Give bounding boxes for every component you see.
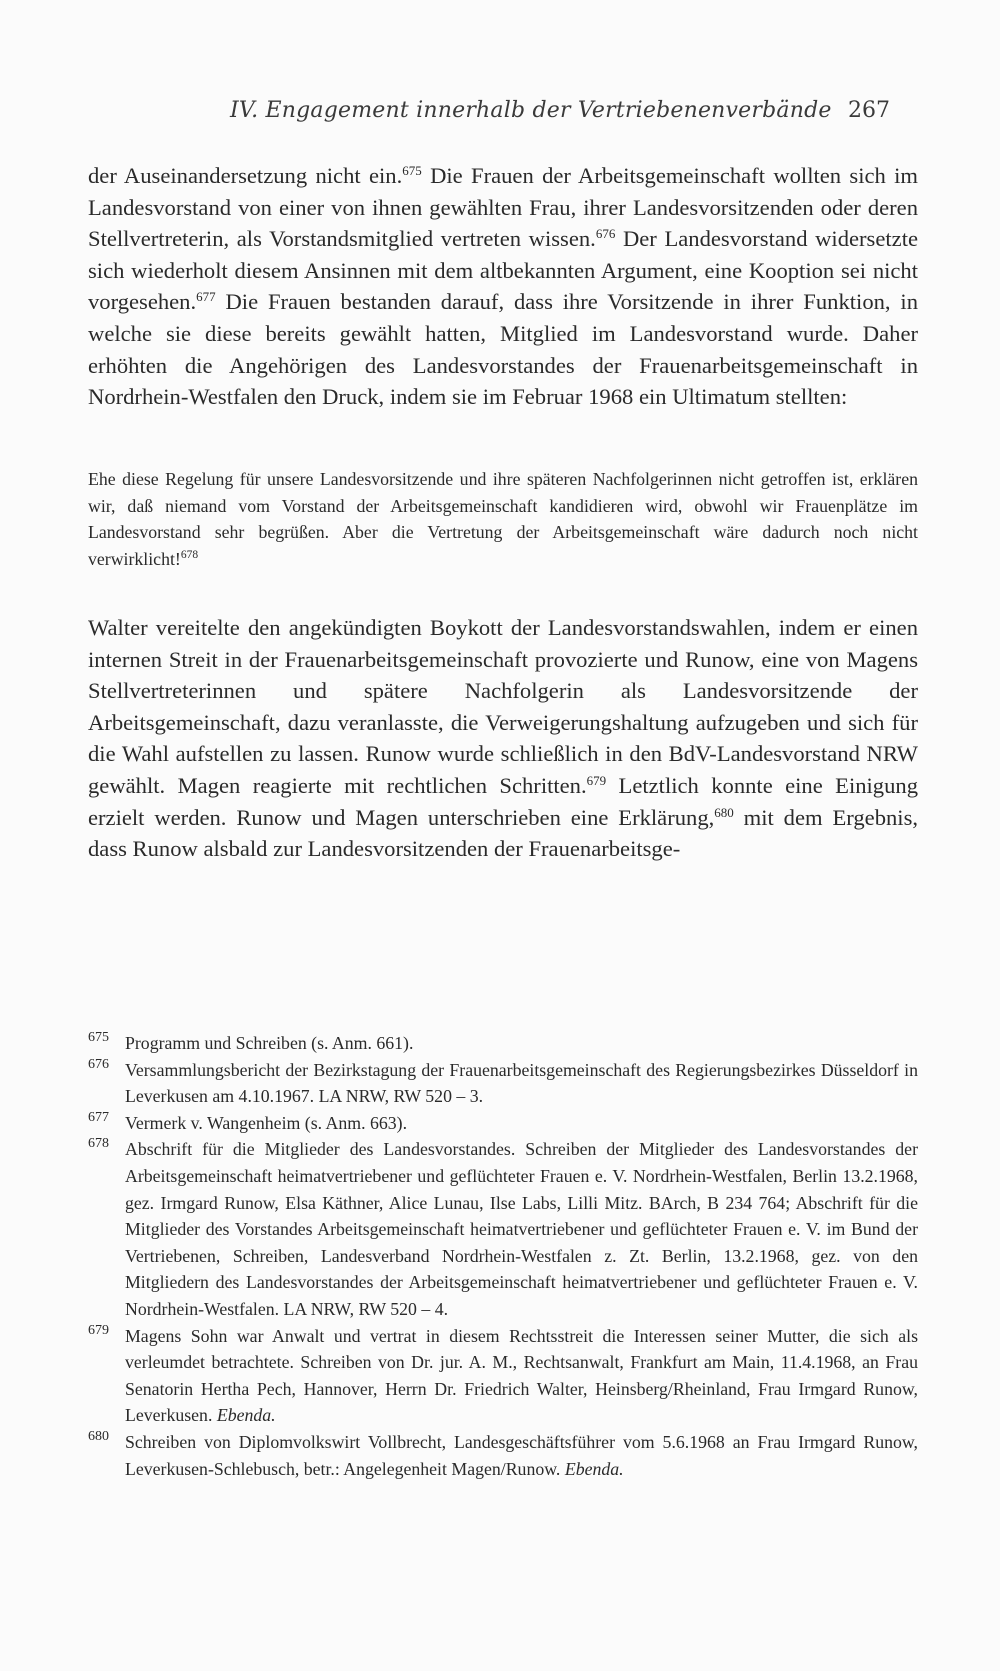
- footnote-text: Magens Sohn war Anwalt und vertrat in diesem Rechtsstreit die Interessen seiner Mutter, die sich als verleumdet betrachtete. Schreiben von Dr. jur. A. M., Rechtsanwalt, Frankfurt am Main, 11.4.1968, an Frau Senatorin Hertha Pech, Hannover, Herrn Dr. Friedrich Walter, Heinsberg/Rheinland, Frau Irmgard Runow, Leverkusen.: [125, 1325, 918, 1426]
- paragraph-text: Die Frauen der Arbeitsgemeinschaft wollten sich im Landesvorstand von einer von ihnen gewählten Frau, ihrer Landesvorsitzenden oder deren Stellvertreterin, als Vorstandsmitglied vertreten wissen.: [88, 163, 918, 252]
- footnote-number: 678: [88, 1136, 109, 1152]
- footnote-675: [88, 1030, 918, 1057]
- footnote-ibid: Ebenda.: [564, 1458, 624, 1479]
- footnote-ref[interactable]: 676: [595, 226, 616, 242]
- footnote-ref[interactable]: 679: [586, 772, 607, 788]
- paragraph-text: Letztlich konnte eine Einigung erzielt werden. Runow und Magen unterschrieben eine Erklärung,: [88, 772, 918, 830]
- footnote-ref[interactable]: 675: [402, 163, 422, 178]
- quote-text: Ehe diese Regelung für unsere Landesvorsitzende und ihre späteren Nachfolgerinnen nicht getroffen ist, erklären wir, daß niemand vom Vorstand der Arbeitsgemeinschaft kandidieren wird, obwohl wir Frauenplätze im Landesvorstand sehr begrüßen. Aber die Vertretung der Arbeitsgemeinschaft wäre dadurch noch nicht verwirklicht!: [88, 469, 918, 570]
- paragraph-text: der Auseinandersetzung nicht ein.: [88, 163, 403, 188]
- footnote-text: Programm und Schreiben (s. Anm. 661).: [125, 1033, 414, 1053]
- paragraph-text: Die Frauen bestanden darauf, dass ihre Vorsitzende in ihrer Funktion, in welche sie diese bereits gewählt hatten, Mitglied im Landesvorstand wurde. Daher erhöhten die Angehörigen des Landesvorstandes der Frauenarbeitsgemeinschaft in Nordrhein-Westfalen den Druck, indem sie im Februar 1968 ein Ultimatum stellten:: [88, 289, 918, 410]
- footnotes-section: [88, 1030, 918, 1482]
- footnote-ref[interactable]: 677: [196, 289, 216, 305]
- footnote-text: Versammlungsbericht der Bezirkstagung der Frauenarbeitsgemeinschaft des Regierungsbezirkes Düsseldorf in Leverkusen am 4.10.1967. LA NRW, RW 520 – 3.: [125, 1059, 918, 1107]
- footnote-680: [88, 1429, 918, 1482]
- main-paragraph-1: [88, 160, 918, 413]
- footnote-number: 675: [88, 1030, 109, 1045]
- paragraph-text: mit dem Ergebnis, dass Runow alsbald zur Landesvorsitzenden der Frauenarbeitsge-: [88, 804, 919, 862]
- footnote-number: 680: [88, 1428, 109, 1444]
- footnote-text: Abschrift für die Mitglieder des Landesvorstandes. Schreiben der Mitglieder des Landesvorstandes der Arbeitsgemeinschaft heimatvertriebener und geflüchteter Frauen e. V. Nordrhein-Westfalen, Berlin 13.2.1968, gez. Irmgard Runow, Elsa Käthner, Alice Lunau, Ilse Labs, Lilli Mitz. BArch, B 234 764; Abschrift für die Mitglieder des Vorstandes Arbeitsgemeinschaft heimatvertriebener und geflüchteter Frauen e. V. im Bund der Vertriebenen, Schreiben, Landesverband Nordrhein-Westfalen z. Zt. Berlin, 13.2.1968, gez. von den Mitgliedern des Landesvorstandes der Arbeitsgemeinschaft heimatvertriebener und geflüchteter Frauen e. V. Nordrhein-Westfalen. LA NRW, RW 520 – 4.: [125, 1139, 918, 1319]
- footnote-ibid: Ebenda.: [216, 1405, 276, 1426]
- footnote-text: Vermerk v. Wangenheim (s. Anm. 663).: [125, 1112, 408, 1133]
- footnote-ref[interactable]: 680: [714, 804, 734, 820]
- paragraph-text: Der Landesvorstand widersetzte sich wiederholt diesem Ansinnen mit dem altbekannten Argument, eine Kooption sei nicht vorgesehen.: [88, 226, 918, 315]
- footnote-676: [88, 1057, 918, 1110]
- paragraph-text: Walter vereitelte den angekündigten Boykott der Landesvorstandswahlen, indem er einen internen Streit in der Frauenarbeitsgemeinschaft provozierte und Runow, eine von Magens Stellvertreterinnen und spätere Nachfolgerin als Landesvorsitzende der Arbeitsgemeinschaft, dazu veranlasste, die Verweigerungshaltung aufzugeben und sich für die Wahl aufstellen zu lassen. Runow wurde schließlich in den BdV-Landesvorstand NRW gewählt. Magen reagierte mit rechtlichen Schritten.: [88, 615, 918, 798]
- page-header: [230, 98, 890, 132]
- footnote-number: 679: [88, 1322, 109, 1338]
- footnote-text: Schreiben von Diplomvolkswirt Vollbrecht, Landesgeschäftsführer vom 5.6.1968 an Frau Irmgard Runow, Leverkusen-Schlebusch, betr.: Angelegenheit Magen/Runow.: [125, 1431, 918, 1479]
- footnote-number: 676: [88, 1056, 109, 1072]
- block-quote: [88, 466, 918, 573]
- footnote-number: 677: [88, 1109, 109, 1125]
- page-number: 267: [848, 98, 890, 123]
- footnote-ref[interactable]: 678: [180, 549, 199, 562]
- footnote-678: [88, 1136, 918, 1322]
- running-head: IV. Engagement innerhalb der Vertriebenenverbände: [230, 98, 832, 123]
- main-paragraph-2: [88, 612, 918, 865]
- footnote-677: [88, 1110, 918, 1137]
- footnote-679: [88, 1323, 918, 1429]
